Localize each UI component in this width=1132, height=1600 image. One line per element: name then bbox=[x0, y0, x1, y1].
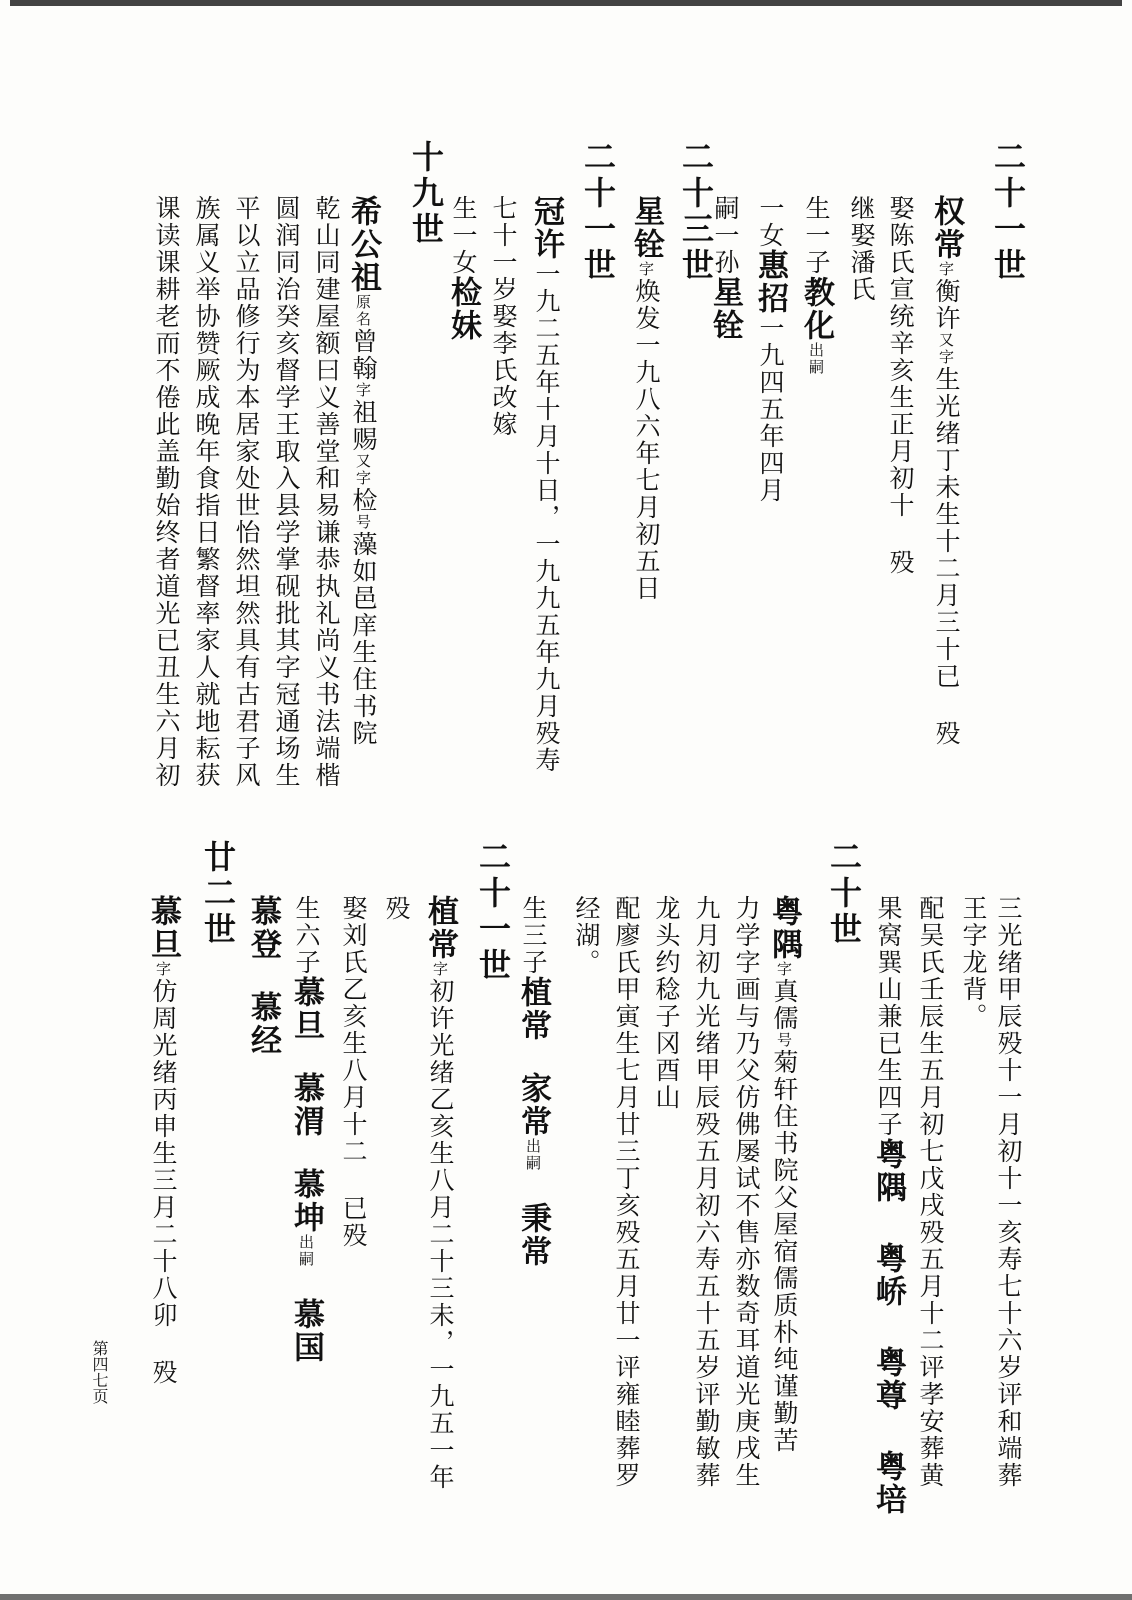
person-name: 权常 bbox=[928, 195, 964, 261]
generation-heading: 二十世 bbox=[825, 840, 863, 948]
entry-line: 果窝巽山兼已生四子粤隅 粤峤 粤尊 粤培 bbox=[870, 895, 906, 1516]
entry-line: 力学字画与乃父仿佛屡试不售亦数奇耳道光庚戌生 bbox=[732, 895, 761, 1489]
scan-edge-top bbox=[10, 0, 1122, 6]
generation-heading: 二十一世 bbox=[579, 140, 617, 284]
entry-line: 九月初九光绪甲辰殁五月初六寿五十五岁评勤敏葬 bbox=[692, 895, 721, 1489]
entry-line: 慕登慕经 bbox=[245, 895, 281, 1057]
entry-line: 星铨字焕发一九八六年七月初五日 bbox=[628, 195, 664, 602]
entry-line: 娶陈氏宣统辛亥生正月初十殁 bbox=[886, 195, 915, 576]
entry-line: 生三子植常家常出嗣秉常 bbox=[515, 895, 551, 1268]
entry-line: 三光绪甲辰殁十一月初十一亥寿七十六岁评和端葬 bbox=[994, 895, 1023, 1489]
entry-line: 植常字初许光绪乙亥生八月二十三未，一九五一年 bbox=[422, 895, 458, 1491]
generation-heading: 二十三世 bbox=[677, 140, 715, 284]
entry-line: 王字龙背。 bbox=[959, 895, 988, 1030]
entry-line: 慕旦字仿周光绪丙申生三月二十八卯殁 bbox=[145, 895, 181, 1386]
entry-line: 平以立品修行为本居家处世怡然坦然具有古君子风 bbox=[232, 195, 261, 789]
page-number: 第四七页 bbox=[90, 1340, 109, 1404]
entry-line: 配吴氏壬辰生五月初七戊戌殁五月十二评孝安葬黄 bbox=[916, 895, 945, 1489]
entry-line: 冠许一九二五年十月十日，一九九五年九月殁寿 bbox=[528, 195, 564, 774]
generation-heading: 二十一世 bbox=[989, 140, 1027, 284]
entry-line: 配廖氏甲寅生七月廿三丁亥殁五月廿一评雍睦葬罗 bbox=[612, 895, 641, 1489]
entry-line: 生六子慕旦慕渭慕坤出嗣慕国 bbox=[288, 895, 324, 1364]
entry-line: 七十一岁娶李氏改嫁 bbox=[489, 195, 518, 438]
entry-line: 圆润同治癸亥督学王取入县学掌砚批其字冠通场生 bbox=[272, 195, 301, 789]
entry-line: 粤隅字真儒号菊轩住书院父屋宿儒质朴纯谨勤苦 bbox=[766, 895, 802, 1454]
generation-heading: 二十一世 bbox=[474, 840, 512, 984]
entry-line: 乾山同建屋额曰义善堂和易谦恭执礼尚义书法端楷 bbox=[312, 195, 341, 789]
generation-heading: 廿二世 bbox=[199, 840, 237, 948]
entry-line: 权常字衡许又字生光绪丁未生十二月三十已殁 bbox=[928, 195, 964, 747]
entry-line: 一女惠招一九四五年四月 bbox=[752, 195, 788, 504]
entry-line: 族属义举协赞厥成晚年食指日繁督率家人就地耘获 bbox=[192, 195, 221, 789]
scan-edge-bottom bbox=[0, 1594, 1132, 1600]
generation-heading: 十九世 bbox=[407, 140, 445, 248]
entry-line: 经湖。 bbox=[572, 895, 601, 976]
entry-line: 生一子教化出嗣 bbox=[798, 195, 834, 376]
entry-line: 生一女检妹 bbox=[445, 195, 481, 342]
entry-line: 龙头约稔子冈酉山 bbox=[652, 895, 681, 1111]
entry-line: 希公祖原名曾翰字祖赐又字检号藻如邑庠生住书院 bbox=[345, 195, 381, 747]
entry-line: 继娶潘氏 bbox=[847, 195, 876, 303]
entry-line: 殁 bbox=[382, 895, 411, 922]
entry-line: 嗣一孙星铨 bbox=[707, 195, 743, 342]
entry-line: 课读课耕老而不倦此盖勤始终者道光已丑生六月初 bbox=[152, 195, 181, 789]
entry-line: 娶刘氏乙亥生八月十二已殁 bbox=[339, 895, 368, 1249]
